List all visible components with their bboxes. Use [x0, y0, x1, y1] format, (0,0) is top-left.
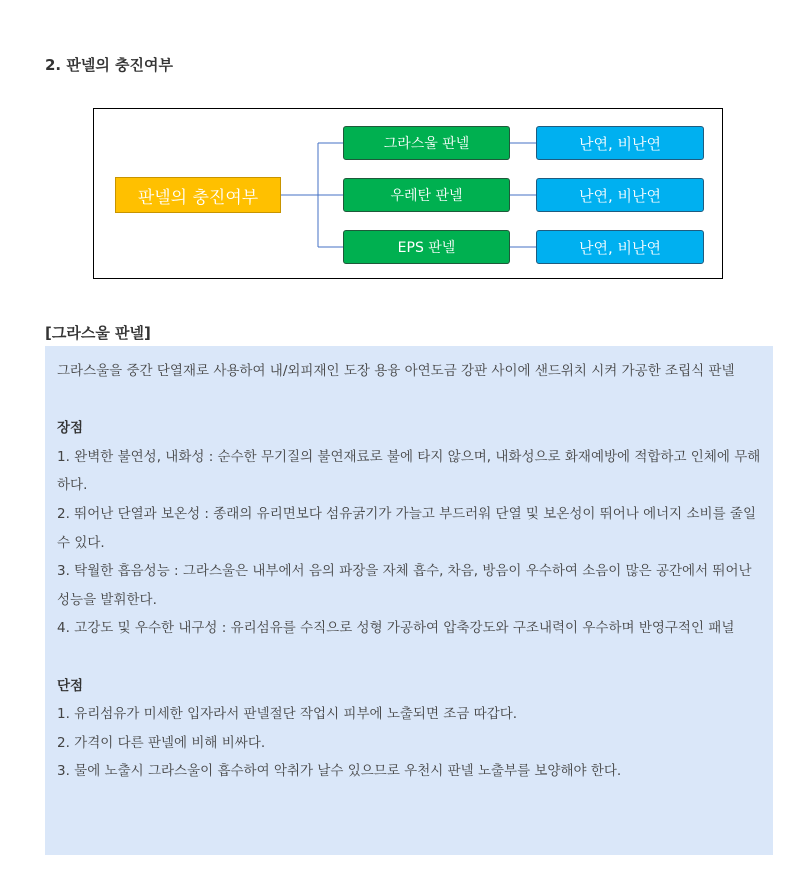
pros-heading: 장점: [57, 420, 84, 437]
spacer: [57, 643, 761, 672]
pros-item: 3. 탁월한 흡음성능 : 그라스울은 내부에서 음의 파장을 자체 흡수, 차음, 방음이 우수하여 소음이 많은 공간에서 뛰어난 성능을 발휘한다.: [57, 563, 752, 608]
diagram-panel-eps: EPS 판넬: [343, 230, 510, 264]
diagram-panel-glasswool: 그라스울 판넬: [343, 126, 510, 160]
cons-item: 3. 물에 노출시 그라스울이 흡수하여 악취가 날수 있으므로 우천시 판넬 노출부를 보양해야 한다.: [57, 763, 622, 780]
diagram-root-box: 판넬의 충진여부: [115, 177, 281, 213]
diagram-rating-eps: 난연, 비난연: [536, 230, 704, 264]
glasswool-title: [그라스울 판넬]: [45, 324, 151, 342]
pros-item: 1. 완벽한 불연성, 내화성 : 순수한 무기질의 불연재료로 불에 타지 않으며, 내화성으로 화재예방에 적합하고 인체에 무해하다.: [57, 448, 761, 494]
cons-heading: 단점: [57, 677, 84, 694]
glasswool-description: 그라스울을 중간 단열재로 사용하여 내/외피재인 도장 용융 아연도금 강판 사이에 샌드위치 시켜 가공한 조립식 판넬: [57, 363, 735, 379]
diagram-rating-urethane: 난연, 비난연: [536, 178, 704, 212]
diagram-panel-urethane: 우레탄 판넬: [343, 178, 510, 212]
spacer: [57, 386, 761, 415]
cons-item: 1. 유리섬유가 미세한 입자라서 판넬절단 작업시 피부에 노출되면 조금 따갑다.: [57, 706, 518, 723]
panel-filling-diagram: [93, 108, 723, 279]
cons-item: 2. 가격이 다른 판넬에 비해 비싸다.: [57, 734, 266, 751]
glasswool-info-box: [45, 346, 773, 855]
pros-item: 2. 뛰어난 단열과 보온성 : 종래의 유리면보다 섬유굵기가 가늘고 부드러워 단열 및 보온성이 뛰어나 에너지 소비를 줄일 수 있다.: [57, 505, 757, 551]
section-title: 2. 판넬의 충진여부: [45, 56, 174, 74]
diagram-rating-glasswool: 난연, 비난연: [536, 126, 704, 160]
pros-item: 4. 고강도 및 우수한 내구성 : 유리섬유를 수직으로 성형 가공하여 압축강도와 구조내력이 우수하며 반영구적인 패널: [57, 620, 735, 637]
